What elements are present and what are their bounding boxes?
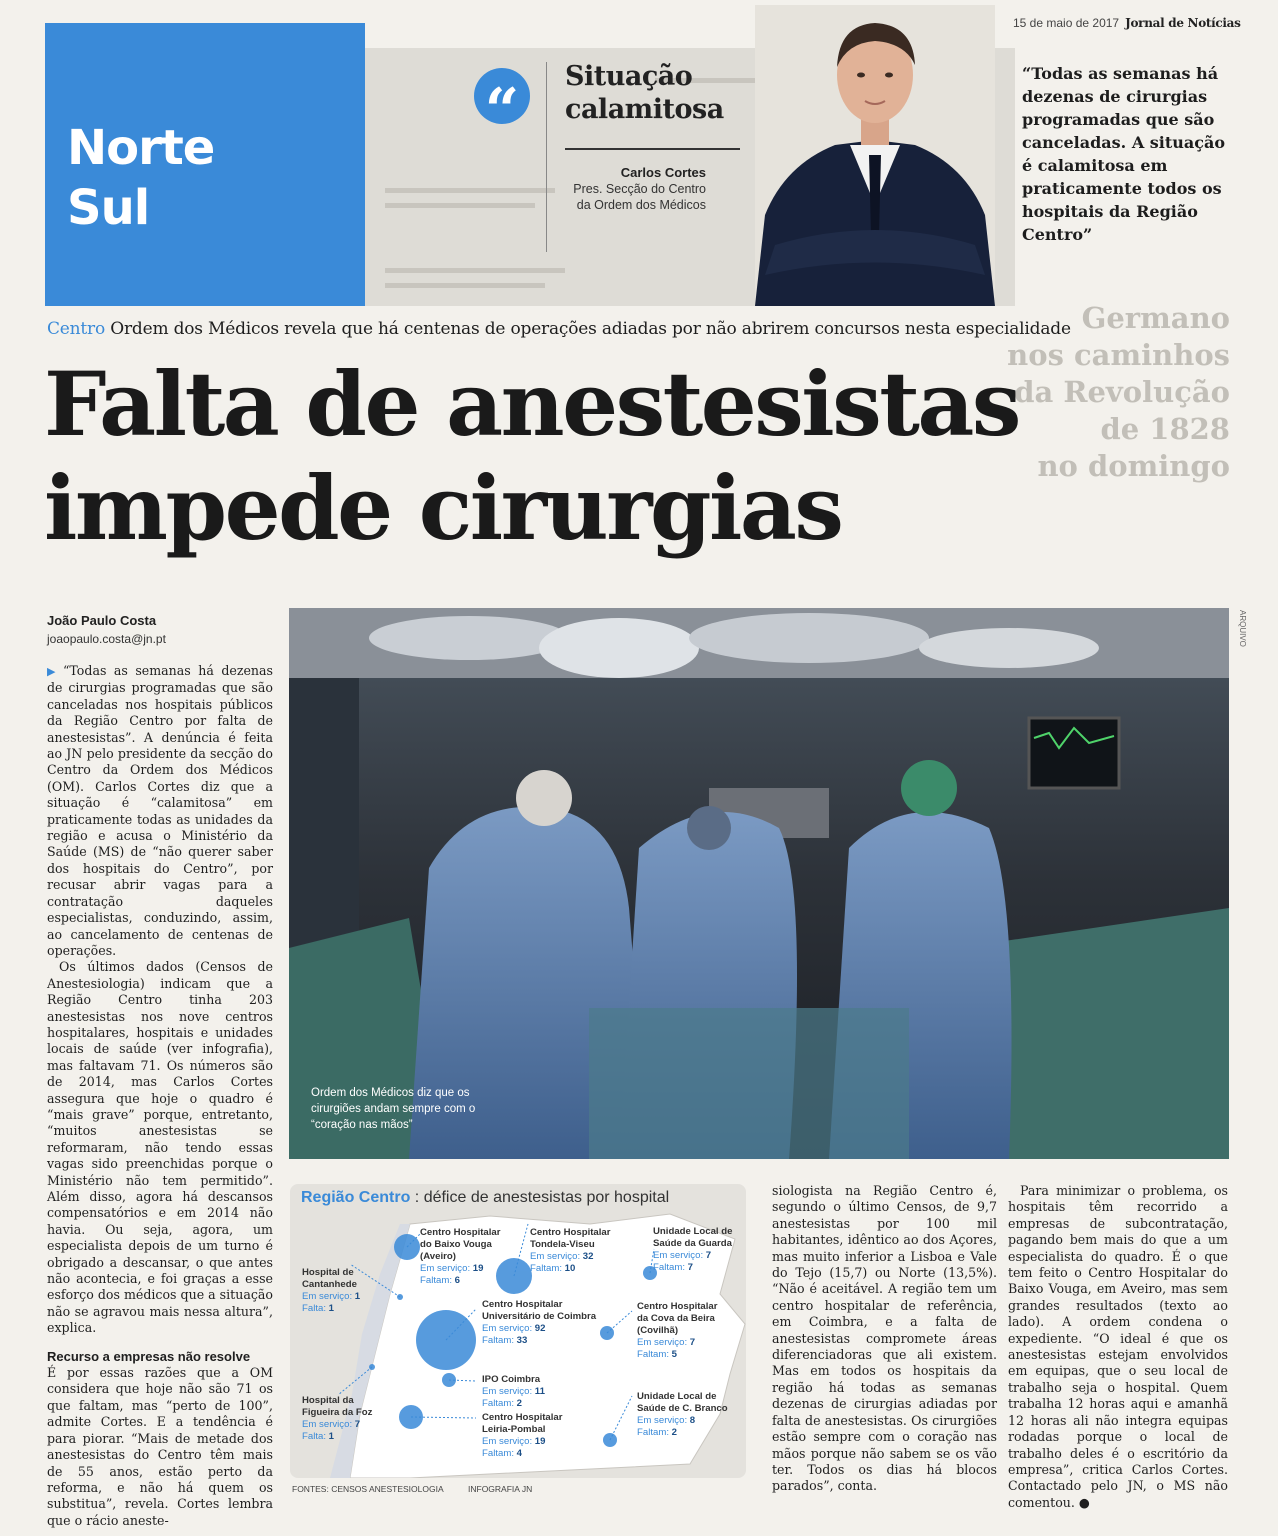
hospital-covilha: Centro Hospitalar da Cova da Beira (Covilhã) Em serviço: 7 Faltam: 5 <box>637 1301 718 1360</box>
paragraph-2: Os últimos dados (Censos de Anestesiologia) indicam que a Região Centro tinha 203 anestesistas nos nove centros hospitalares, hospitais e unidades locais de saúde (ver infografia), mas faltavam 71. Os números são de 2014, mas Carlos Cortes assegura que hoje o quadro é “mais grave” porque, entretanto, “muitos anestesistas se reformaram, não tendo essas vagas sido preenchidas porque o Ministério não tem permitido”. Além disso, agora há descansos compensatórios e em 2014 não havia. Ou seja, agora, um especialista depois de um turno é obrigado a descansar, o que antes não acontecia, e foi graças a esse esforço dos médicos que a situação não se agravou mais nessa altura”, explica. <box>47 959 273 1336</box>
dateline <box>1013 16 1241 30</box>
kicker <box>47 319 1071 339</box>
subhead: Recurso a empresas não resolve <box>47 1348 251 1364</box>
photo-caption: Ordem dos Médicos diz que os cirurgiões andam sempre com o “coração nas mãos” <box>311 1087 476 1131</box>
quote-title: Situação calamitosa <box>565 61 724 125</box>
quote-marks-icon: “ <box>474 68 530 124</box>
paragraph-4: siologista na Região Centro é, segundo o último Censos, de 9,7 anestesistas por 100 mil habitantes, idêntico ao dos Açores, mas muito inferior a Lisboa e Vale do Tejo (15,7) ou Norte (13,5%). “Não é aceitável. A região tem um centro hospitalar de referência, em Coimbra, e a falta de anestesistas compromete áreas diferenciadoras que ali existem. Mas em todos os hospitais da região há todas as semanas dezenas de cirurgias adiadas por falta de anestesistas. Os cirurgiões estão sempre com o coração nas mãos porque não sabem se os vão ter. Todos os dias há blocos parados”, conta. <box>772 1183 997 1494</box>
speaker-portrait <box>755 5 995 306</box>
pull-quote: “Todas as semanas há dezenas de cirurgias programadas que são canceladas. A situação é calamitosa em praticamente todos os hospitais da Região Centro” <box>1022 64 1226 244</box>
horizontal-divider <box>565 148 740 150</box>
hospital-figueira-da-foz: Hospital da Figueira da Foz Em serviço: 7 Falta: 1 <box>302 1395 373 1442</box>
paragraph-3: É por essas razões que a OM considera que hoje não são 71 os que faltam, mas “perto de 100”, admite Cortes. E a tendência é para piorar. “Mais de metade dos anestesistas do Centro têm mais de 55 anos, estão perto da reforma, e não há quem os substitua”, revela. Cortes lembra que o rácio aneste- <box>47 1365 273 1528</box>
infographic-title-region: Região Centro <box>301 1189 411 1206</box>
bullet-arrow-icon: ▶ <box>47 665 59 678</box>
hospital-aveiro: Centro Hospitalar do Baixo Vouga (Aveiro) Em serviço: 19 Faltam: 6 <box>420 1227 501 1286</box>
hospital-castelo-branco: Unidade Local de Saúde de C. Branco Em serviço: 8 Faltam: 2 <box>637 1391 728 1438</box>
hospital-viseu: Centro Hospitalar Tondela-Viseu Em serviço: 32 Faltam: 10 <box>530 1227 611 1274</box>
hospital-coimbra: Centro Hospitalar Universitário de Coimbra Em serviço: 92 Faltam: 33 <box>482 1299 597 1346</box>
speaker-role-2: da Ordem dos Médicos <box>576 198 706 212</box>
photo-credit: ARQUIVO <box>1238 610 1247 647</box>
kicker-label: Centro <box>47 319 106 339</box>
infographic <box>290 1184 746 1478</box>
author: João Paulo Costa <box>47 613 157 628</box>
section-label-box <box>45 23 365 306</box>
paragraph-5: Para minimizar o problema, os hospitais têm recorrido a empresas de subcontratação, pagando bem mais do que a um especialista do quadro. É o que tem feito o Centro Hospitalar do Baixo Vouga, em Aveiro, mas sem grandes resultados (texto ao lado). A ordem condena o expediente. “O ideal é que os anestesistas estejam envolvidos em equipas, que o seu local de trabalho seja o hospital. Quem trabalha 12 horas aqui e amanhã 12 horas ali não integra equipas rodadas porque o local de trabalho deles é o escritório da empresa”, critica Carlos Cortes. Contactado pelo JN, o MS não comentou. ● <box>1008 1183 1228 1510</box>
headline <box>44 352 1019 560</box>
surgery-photo <box>289 608 1229 1159</box>
speaker-info <box>556 165 706 213</box>
body-column-1 <box>47 663 273 1529</box>
infographic-title-rest: : défice de anestesistas por hospital <box>414 1189 670 1206</box>
speaker-role-1: Pres. Secção do Centro <box>573 182 706 196</box>
body-column-4 <box>1008 1183 1228 1511</box>
headline-line-2: impede cirurgias <box>44 456 842 560</box>
hospital-ipo-coimbra: IPO Coimbra Em serviço: 11 Faltam: 2 <box>482 1374 545 1409</box>
publication-name: Jornal de Notícias <box>1125 16 1241 30</box>
speaker-name: Carlos Cortes <box>620 165 706 180</box>
body-column-3 <box>772 1183 997 1495</box>
paragraph-1: “Todas as semanas há dezenas de cirurgias programadas que são canceladas nos hospitais públicos da Região Centro por falta de anestesistas”. A denúncia é feita ao JN pelo presidente da secção do Centro da Ordem dos Médicos (OM). Carlos Cortes diz que a situação é “calamitosa” em praticamente todas as unidades da região e acusa o Ministério da Saúde (MS) de “não querer saber dos hospitais do Centro”, por recusar abrir vagas para a contratação daqueles especialistas, conduzindo, assim, ao cancelamento de centenas de operações. <box>47 663 273 958</box>
background-ghost-headline: Germano nos caminhos da Revolução de 1828 no domingo <box>1007 301 1230 483</box>
hospital-leiria-pombal: Centro Hospitalar Leiria-Pombal Em serviço: 19 Faltam: 4 <box>482 1412 563 1459</box>
section-title: Norte Sul <box>67 120 215 236</box>
vertical-divider <box>546 62 547 252</box>
headline-line-1: Falta de anestesistas <box>44 352 1019 456</box>
hospital-guarda: Unidade Local de Saúde da Guarda Em serviço: 7 Faltam: 7 <box>653 1226 733 1273</box>
date: 15 de maio de 2017 <box>1013 16 1120 30</box>
infographic-sources: FONTES: CENSOS ANESTESIOLOGIA <box>292 1484 444 1494</box>
kicker-text: Ordem dos Médicos revela que há centenas de operações adiadas por não abrirem concursos nesta especialidade <box>110 319 1071 339</box>
hospital-cantanhede: Hospital de Cantanhede Em serviço: 1 Falta: 1 <box>302 1267 361 1314</box>
author-email[interactable]: joaopaulo.costa@jn.pt <box>47 632 166 646</box>
infographic-credit: INFOGRAFIA JN <box>468 1484 533 1494</box>
